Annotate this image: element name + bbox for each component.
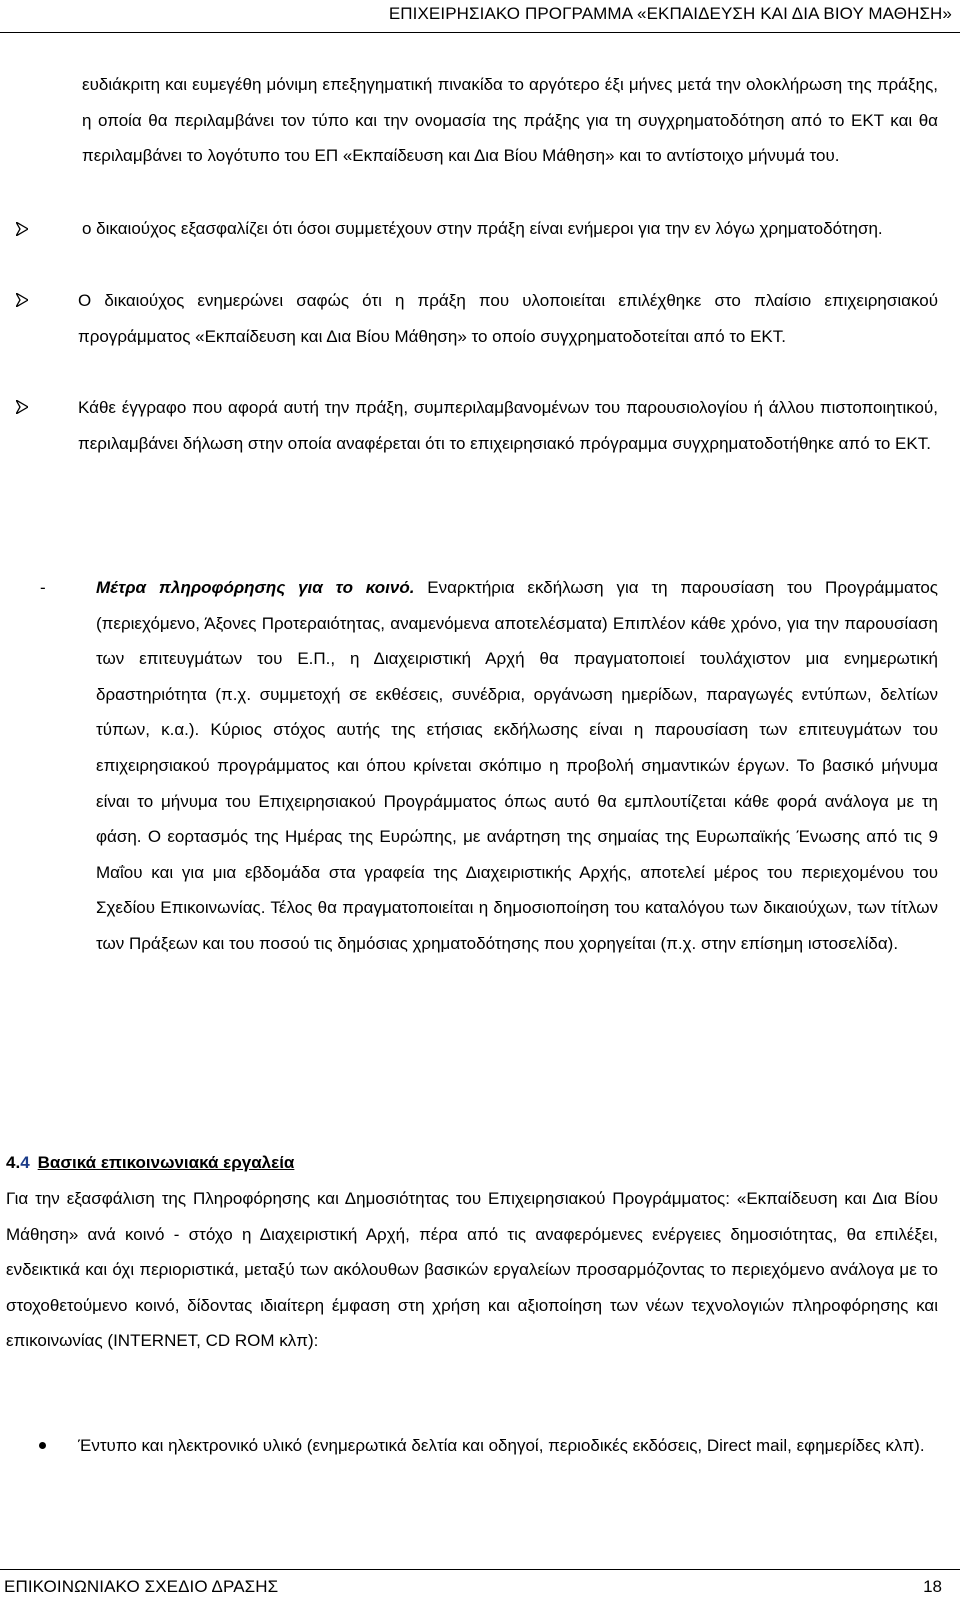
section-title: Βασικά επικοινωνιακά εργαλεία bbox=[37, 1153, 295, 1172]
section-number-major: 4. bbox=[6, 1153, 21, 1172]
measures-paragraph bbox=[96, 570, 938, 962]
bullet-dot-icon bbox=[39, 1442, 46, 1449]
header-divider bbox=[0, 32, 960, 33]
measures-body: Εναρκτήρια εκδήλωση για τη παρουσίαση του Προγράμματος (περιεχόμενο, Άξονες Προτεραιότητας, αναμενόμενα αποτελέσματα) Επιπλέον κάθε χρόνο, για την παρουσίαση των επιτευγμάτων του Ε.Π., η Διαχειριστική Αρχή θα πραγματοποιεί τουλάχιστον μια ενημερωτική δραστηριότητα (π.χ. συμμετοχή σε εκθέσεις, συνέδρια, οργάνωση ημερίδων, παραγωγές εντύπων, δελτίων τύπων, κ.α.). Κύριος στόχος αυτής της ετήσιας εκδήλωσης είναι η παρουσίαση των επιτευγμάτων του επιχειρησιακού προγράμματος και όπου κρίνεται σκόπιμο η προβολή σημαντικών έργων. Το βασικό μήνυμα είναι το μήνυμα του Επιχειρησιακού Προγράμματος όπως αυτό θα εμπλουτίζεται κάθε φορά ανάλογα με τη φάση. Ο εορτασμός της Ημέρας της Ευρώπης, με ανάρτηση της σημαίας της Ευρωπαϊκής Ένωσης από τις 9 Μαΐου και για μια εβδομάδα στα γραφεία της Διαχειριστικής Αρχής, αποτελεί μέρος του περιεχομένου του Σχεδίου Επικοινωνίας. Τέλος θα πραγματοποιείται η δημοσιοποίηση του καταλόγου των δικαιούχων, των τίτλων των Πράξεων και του ποσού τις δημόσιας χρηματοδότησης που χορηγείται (π.χ. στην επίσημη ιστοσελίδα). bbox=[96, 578, 938, 953]
arrow-bullet-icon bbox=[16, 400, 28, 414]
footer-document-title: ΕΠΙΚΟΙΝΩΝΙΑΚΟ ΣΧΕΔΙΟ ΔΡΑΣΗΣ bbox=[4, 1577, 279, 1596]
arrow-bullet-item: Ο δικαιούχος ενημερώνει σαφώς ότι η πράξη που υλοποιείται επιλέχθηκε στο πλαίσιο επιχειρησιακού προγράμματος «Εκπαίδευση και Δια Βίου Μάθηση» το οποίο συγχρηματοδοτείται από το ΕΚΤ. bbox=[78, 291, 938, 346]
page-number: 18 bbox=[923, 1577, 942, 1596]
section-intro-paragraph: Για την εξασφάλιση της Πληροφόρησης και Δημοσιότητας του Επιχειρησιακού Προγράμματος: «Εκπαίδευση και Δια Βίου Μάθηση» ανά κοινό - στόχο η Διαχειριστική Αρχή, πέρα από τις αναφερόμενες ενέργειες δημοσιότητας, θα επιλέξει, ενδεικτικά και όχι περιοριστικά, μεταξύ των ακόλουθων βασικών εργαλείων προσαρμόζοντας το περιεχόμενο ανάλογα με το στοχοθετούμενο κοινό, δίδοντας ιδιαίτερη έμφαση στη χρήση και αξιοποίηση των νέων τεχνολογιών πληροφόρησης και επικοινωνίας (INTERNET, CD ROM κλπ): bbox=[6, 1189, 938, 1351]
section-number-minor: 4 bbox=[20, 1153, 30, 1172]
arrow-bullet-item: Κάθε έγγραφο που αφορά αυτή την πράξη, συμπεριλαμβανομένων του παρουσιολογίου ή άλλου πιστοποιητικού, περιλαμβάνει δήλωση στην οποία αναφέρεται ότι το επιχειρησιακό πρόγραμμα συγχρηματοδοτήθηκε από το ΕΚΤ. bbox=[78, 398, 938, 453]
arrow-bullet-item: ο δικαιούχος εξασφαλίζει ότι όσοι συμμετέχουν στην πράξη είναι ενήμεροι για την εν λόγω χρηματοδότηση. bbox=[82, 219, 883, 238]
page-footer bbox=[0, 1559, 960, 1599]
footer-divider bbox=[0, 1569, 960, 1570]
arrow-bullet-icon bbox=[16, 293, 28, 307]
dash-marker: - bbox=[40, 578, 46, 597]
arrow-bullet-icon bbox=[16, 222, 28, 236]
measures-title: Μέτρα πληροφόρησης για το κοινό. bbox=[96, 578, 415, 597]
continuation-paragraph: ευδιάκριτη και ευμεγέθη μόνιμη επεξηγηματική πινακίδα το αργότερο έξι μήνες μετά την ολοκλήρωση της πράξης, η οποία θα περιλαμβάνει τον τύπο και την ονομασία της πράξης για τη συγχρηματοδότηση από το ΕΚΤ και θα περιλαμβάνει το λογότυπο του ΕΠ «Εκπαίδευση και Δια Βίου Μάθηση» και το αντίστοιχο μήνυμά του. bbox=[82, 75, 938, 166]
header-title: ΕΠΙΧΕΙΡΗΣΙΑΚΟ ΠΡΟΓΡΑΜΜΑ «ΕΚΠΑΙΔΕΥΣΗ ΚΑΙ ΔΙΑ ΒΙΟΥ ΜΑΘΗΣΗ» bbox=[388, 4, 952, 23]
section-heading bbox=[6, 1148, 294, 1178]
dot-bullet-item: Έντυπο και ηλεκτρονικό υλικό (ενημερωτικά δελτία και οδηγοί, περιοδικές εκδόσεις, Direct mail, εφημερίδες κλπ). bbox=[78, 1436, 925, 1455]
page-header bbox=[0, 0, 960, 38]
